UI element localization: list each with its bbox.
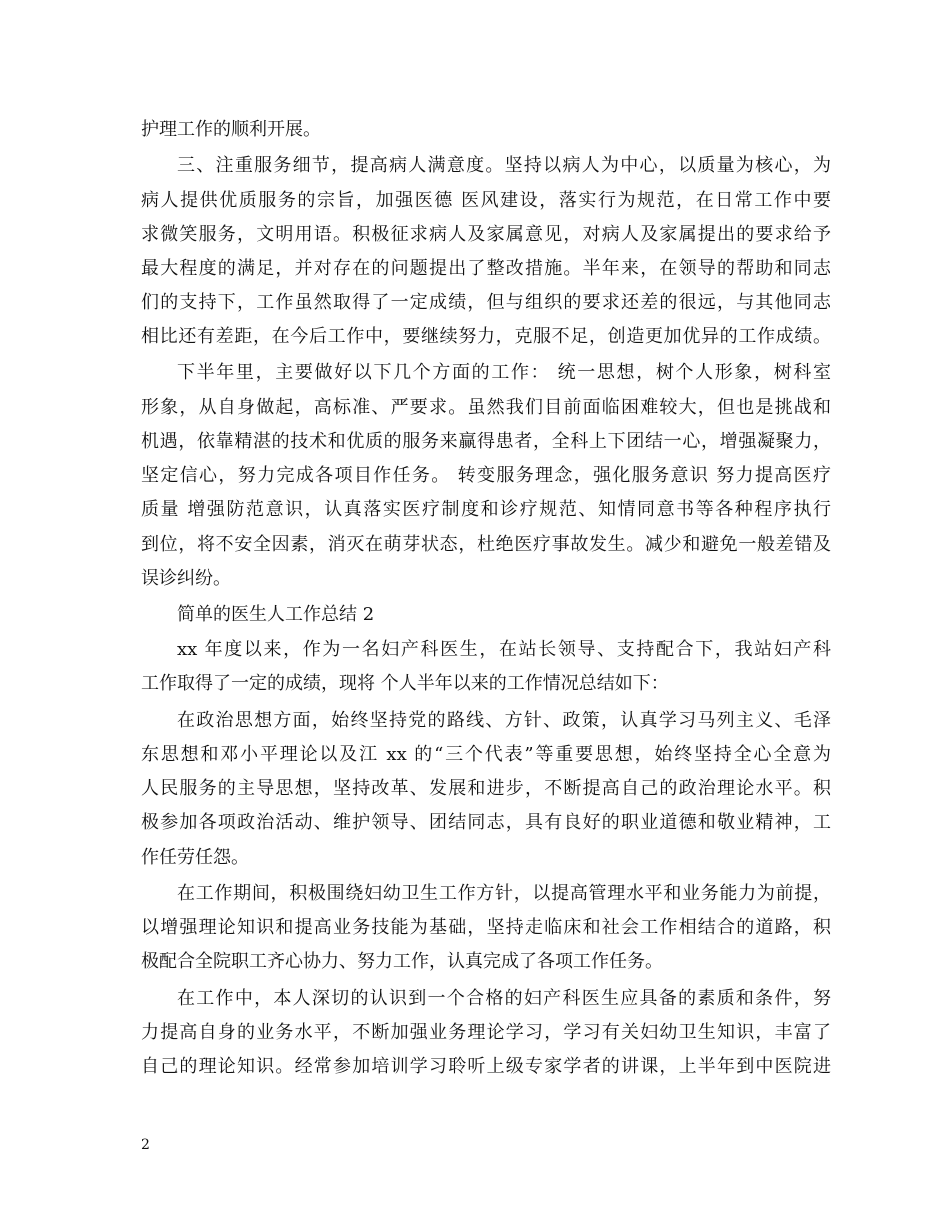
text-line: 到位，将不安全因素，消灭在萌芽状态，杜绝医疗事故发生。减少和避免一般差错及: [141, 534, 831, 555]
text-line: 机遇，依靠精湛的技术和优质的服务来赢得患者，全科上下团结一心，增强凝聚力，: [141, 431, 831, 452]
text-line: 最大程度的满足，并对存在的问题提出了整改措施。半年来，在领导的帮助和同志: [141, 258, 831, 279]
text-line: 极配合全院职工齐心协力、努力工作，认真完成了各项工作任务。: [141, 951, 663, 972]
text-line: 在政治思想方面，始终坚持党的路线、方针、政策，认真学习马列主义、毛泽: [177, 710, 831, 731]
text-line: 三、注重服务细节，提高病人满意度。坚持以病人为中心，以质量为核心，为: [177, 155, 831, 176]
text-line: 病人提供优质服务的宗旨，加强医德 医风建设，落实行为规范，在日常工作中要: [141, 190, 831, 211]
text-line: 质量 增强防范意识，认真落实医疗制度和诊疗规范、知情同意书等各种程序执行: [141, 499, 831, 520]
section-heading: 简单的医生人工作总结 2: [177, 604, 375, 625]
text-line: 自己的理论知识。经常参加培训学习聆听上级专家学者的讲课，上半年到中医院进: [141, 1056, 831, 1077]
text-line: 护理工作的顺利开展。: [141, 119, 321, 140]
text-line: 们的支持下，工作虽然取得了一定成绩，但与组织的要求还差的很远，与其他同志: [141, 292, 831, 313]
text-line: xx 年度以来，作为一名妇产科医生，在站长领导、支持配合下，我站妇产科: [177, 639, 831, 660]
text-line: 力提高自身的业务水平，不断加强业务理论学习，学习有关妇幼卫生知识，丰富了: [141, 1022, 831, 1043]
text-line: 作任劳任怨。: [141, 847, 249, 868]
text-line: 在工作期间，积极围绕妇幼卫生工作方针，以提高管理水平和业务能力为前提，: [177, 883, 831, 904]
text-line: 极参加各项政治活动、维护领导、团结同志，具有良好的职业道德和敬业精神，工: [141, 812, 831, 833]
text-line: 下半年里，主要做好以下几个方面的工作： 统一思想，树个人形象，树科室: [177, 362, 831, 383]
text-line: 坚定信心，努力完成各项目作任务。 转变服务理念，强化服务意识 努力提高医疗: [141, 465, 831, 486]
page-number: 2: [141, 1137, 150, 1153]
text-line: 以增强理论知识和提高业务技能为基础，坚持走临床和社会工作相结合的道路，积: [141, 917, 831, 938]
text-line: 形象，从自身做起，高标准、严要求。虽然我们目前面临困难较大，但也是挑战和: [141, 397, 831, 418]
text-line: 误诊纠纷。: [141, 568, 231, 589]
text-line: 东思想和邓小平理论以及江 xx 的“三个代表”等重要思想，始终坚持全心全意为: [141, 744, 831, 765]
text-line: 求微笑服务，文明用语。积极征求病人及家属意见，对病人及家属提出的要求给予: [141, 224, 831, 245]
text-line: 人民服务的主导思想，坚持改革、发展和进步，不断提高自己的政治理论水平。积: [141, 778, 831, 799]
text-line: 在工作中，本人深切的认识到一个合格的妇产科医生应具备的素质和条件，努: [177, 988, 831, 1009]
text-line: 工作取得了一定的成绩，现将 个人半年以来的工作情况总结如下：: [141, 673, 669, 694]
text-line: 相比还有差距，在今后工作中，要继续努力，克服不足，创造更加优异的工作成绩。: [141, 326, 831, 347]
